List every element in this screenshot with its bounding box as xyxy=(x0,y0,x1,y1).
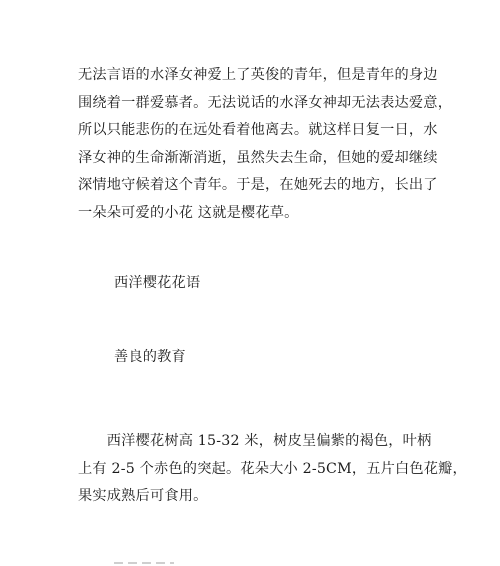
text-line: 上有 2-5 个赤色的突起。花朵大小 2-5CM，五片白色花瓣， xyxy=(78,460,467,477)
paragraph-legend xyxy=(78,62,453,227)
text-line: 所以只能悲伤的在远处看着他离去。就这样日复一日，水 xyxy=(78,122,438,138)
text-line: 泽女神的生命渐渐消逝，虽然失去生命，但她的爱却继续 xyxy=(78,149,438,166)
section-heading-flower-language: 西洋樱花花语 xyxy=(114,275,201,291)
section-heading-meaning: 善良的教育 xyxy=(114,349,186,365)
text-line: 西洋樱花树高 15-32 米，树皮呈偏紫的褐色，叶柄 xyxy=(78,433,432,449)
text-line: 围绕着一群爱慕者。无法说话的水泽女神却无法表达爱意， xyxy=(78,94,453,111)
text-line: 无法言语的水泽女神爱上了英俊的青年，但是青年的身边 xyxy=(78,67,438,83)
text-line: 一朵朵可爱的小花 这就是樱花草。 xyxy=(78,204,299,221)
cutoff-text-fragment xyxy=(114,558,174,566)
text-line: 果实成熟后可食用。 xyxy=(78,488,208,504)
text-line: 深情地守候着这个青年。于是，在她死去的地方，长出了 xyxy=(78,177,438,193)
paragraph-description xyxy=(78,428,467,511)
